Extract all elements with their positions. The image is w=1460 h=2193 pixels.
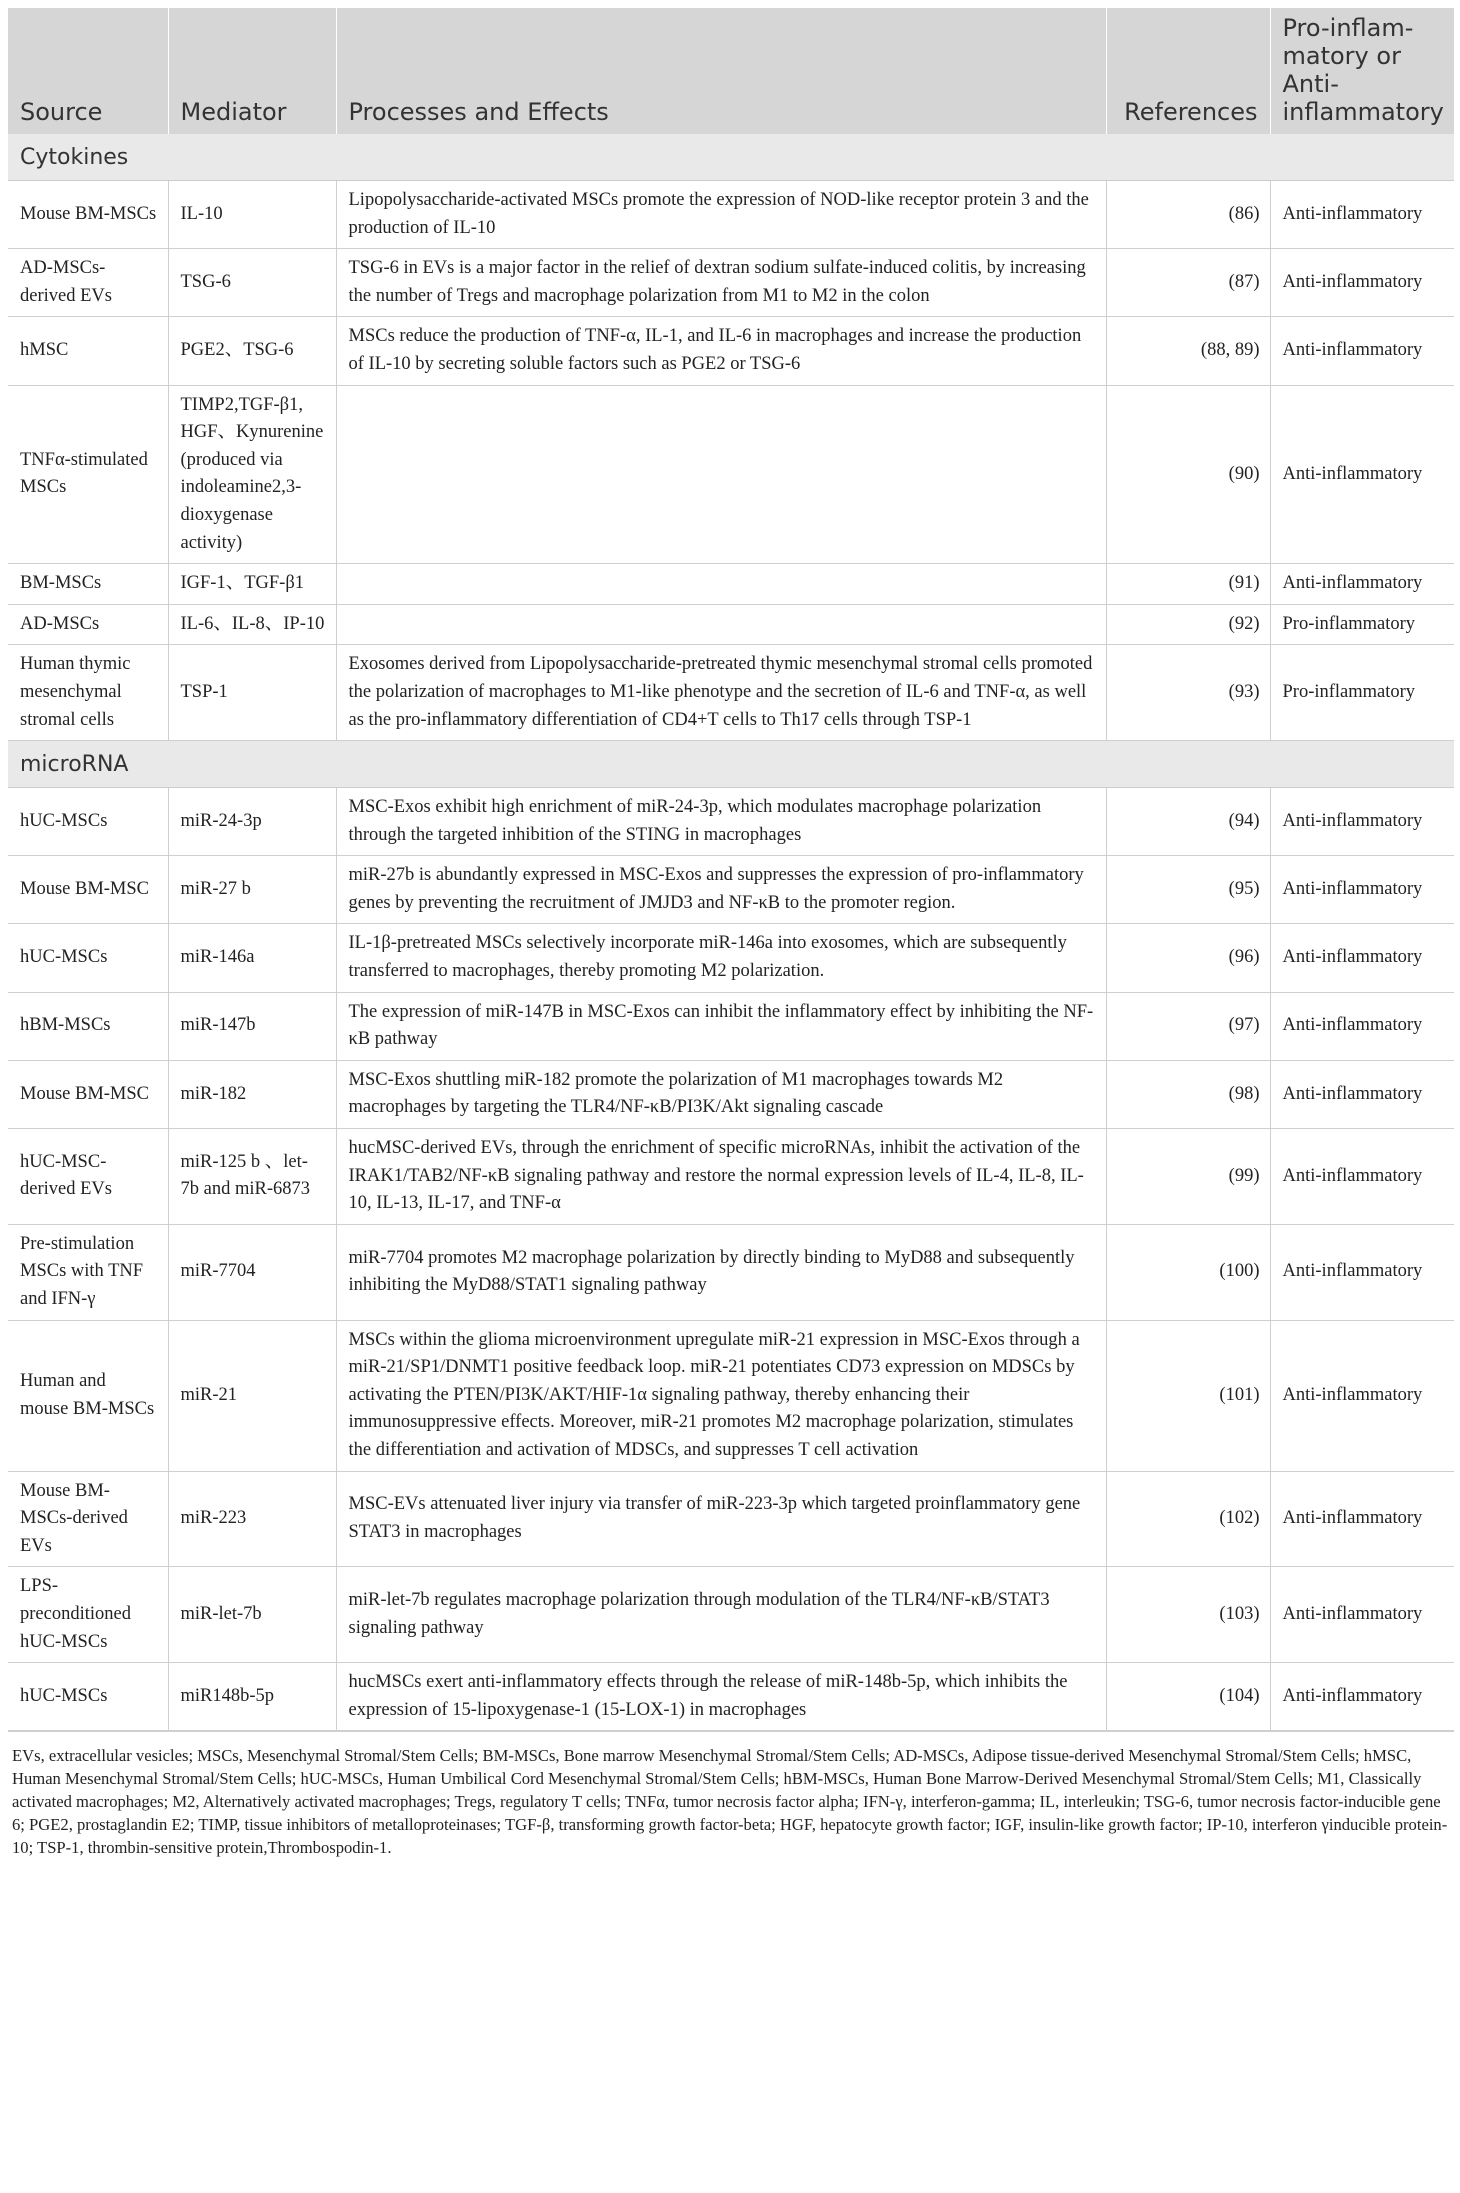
cell-type: Anti-inflammatory <box>1270 249 1454 317</box>
ref-open-paren: ( <box>1200 340 1208 361</box>
ref-open-paren: ( <box>1228 1015 1235 1036</box>
cell-type: Anti-inflammatory <box>1270 317 1454 385</box>
cell-effects: Lipopolysaccharide-activated MSCs promote the expression of NOD-like receptor protein 3 and the production of IL-10 <box>336 181 1106 249</box>
cell-type: Anti-inflammatory <box>1270 1224 1454 1320</box>
cell-reference <box>1106 317 1270 385</box>
cell-reference <box>1106 181 1270 249</box>
reference-link[interactable]: 100 <box>1225 1261 1254 1282</box>
cell-source: hUC-MSCs <box>8 1663 168 1731</box>
table-row <box>8 856 1454 924</box>
cell-reference <box>1106 564 1270 605</box>
cell-source: LPS-preconditioned hUC-MSCs <box>8 1567 168 1663</box>
table-container <box>8 8 1454 1859</box>
ref-close-paren: ) <box>1253 1015 1260 1036</box>
cell-mediator: PGE2、TSG-6 <box>168 317 336 385</box>
cell-mediator: miR148b-5p <box>168 1663 336 1731</box>
ref-close-paren: ) <box>1253 271 1260 292</box>
table-row <box>8 181 1454 249</box>
table-row <box>8 385 1454 564</box>
reference-link[interactable]: 86 <box>1234 203 1254 224</box>
ref-open-paren: ( <box>1219 1603 1226 1624</box>
cell-reference <box>1106 249 1270 317</box>
ref-close-paren: ) <box>1253 1685 1260 1706</box>
cell-type: Anti-inflammatory <box>1270 856 1454 924</box>
ref-open-paren: ( <box>1219 1384 1226 1405</box>
header-source: Source <box>8 8 168 134</box>
cell-effects: miR-27b is abundantly expressed in MSC-Exos and suppresses the expression of pro-inflammatory genes by preventing the recruitment of JMJD3 and NF-κB to the promoter region. <box>336 856 1106 924</box>
cell-type: Anti-inflammatory <box>1270 564 1454 605</box>
table-row <box>8 604 1454 645</box>
cell-effects <box>336 564 1106 605</box>
section-header-microrna <box>8 741 1454 788</box>
cell-source: hMSC <box>8 317 168 385</box>
header-references: References <box>1106 8 1270 134</box>
cell-source: TNFα-stimulated MSCs <box>8 385 168 564</box>
cell-mediator: miR-21 <box>168 1320 336 1471</box>
cell-source: Human and mouse BM-MSCs <box>8 1320 168 1471</box>
cell-reference <box>1106 1060 1270 1128</box>
table-footnote: EVs, extracellular vesicles; MSCs, Mesenchymal Stromal/Stem Cells; BM-MSCs, Bone marrow Mesenchymal Stromal/Stem Cells; AD-MSCs, Adipose tissue-derived Mesenchymal Stromal/Stem Cells; hMSC, Human Mesenchymal Stromal/Stem Cells; hUC-MSCs, Human Umbilical Cord Mesenchymal Stromal/Stem Cells; hBM-MSCs, Human Bone Marrow-Derived Mesenchymal Stromal/Stem Cells; M1, Classically activated macrophages; M2, Alternatively activated macrophages; Tregs, regulatory T cells; TNFα, tumor necrosis factor alpha; IFN-γ, interferon-gamma; IL, interleukin; TSG-6, tumor necrosis factor-inducible gene 6; PGE2, prostaglandin E2; TIMP, tissue inhibitors of metalloproteinases; TGF-β, transforming growth factor-beta; HGF, hepatocyte growth factor; IGF, insulin-like growth factor; IP-10, interferon γinducible protein-10; TSP-1, thrombin-sensitive protein,Thrombospodin-1. <box>8 1731 1454 1859</box>
cell-effects: miR-7704 promotes M2 macrophage polarization by directly binding to MyD88 and subsequently inhibiting the MyD88/STAT1 signaling pathway <box>336 1224 1106 1320</box>
ref-open-paren: ( <box>1228 613 1235 634</box>
cell-mediator: miR-146a <box>168 924 336 992</box>
cell-effects: MSCs within the glioma microenvironment upregulate miR-21 expression in MSC-Exos through a miR-21/SP1/DNMT1 positive feedback loop. miR-21 potentiates CD73 expression on MDSCs by activating the PTEN/PI3K/AKT/HIF-1α signaling pathway, thereby enhancing their immunosuppressive effects. Moreover, miR-21 promotes M2 macrophage polarization, stimulates the differentiation and activation of MDSCs, and suppresses T cell activation <box>336 1320 1106 1471</box>
cell-mediator: miR-7704 <box>168 1224 336 1320</box>
cell-type: Anti-inflammatory <box>1270 1129 1454 1225</box>
ref-open-paren: ( <box>1228 271 1235 292</box>
cell-reference <box>1106 1320 1270 1471</box>
cell-mediator: miR-182 <box>168 1060 336 1128</box>
reference-link[interactable]: 102 <box>1225 1508 1254 1529</box>
table-header <box>8 8 1454 134</box>
cell-source: Mouse BM-MSC <box>8 1060 168 1128</box>
table-row <box>8 1060 1454 1128</box>
cell-mediator: TSG-6 <box>168 249 336 317</box>
reference-link[interactable]: 95 <box>1234 879 1254 900</box>
cell-mediator: miR-27 b <box>168 856 336 924</box>
cell-type: Anti-inflammatory <box>1270 1320 1454 1471</box>
cell-reference <box>1106 1224 1270 1320</box>
cell-source: hUC-MSCs <box>8 924 168 992</box>
cell-source: hUC-MSC-derived EVs <box>8 1129 168 1225</box>
reference-link[interactable]: 103 <box>1225 1603 1254 1624</box>
ref-close-paren: ) <box>1253 573 1260 594</box>
header-type: Pro-inflam- matory or Anti- inflammatory <box>1270 8 1454 134</box>
ref-close-paren: ) <box>1253 613 1260 634</box>
table-body <box>8 134 1454 1731</box>
table-row <box>8 645 1454 741</box>
ref-close-paren: ) <box>1253 810 1260 831</box>
ref-close-paren: ) <box>1253 1165 1260 1186</box>
cell-effects: IL-1β-pretreated MSCs selectively incorporate miR-146a into exosomes, which are subsequently transferred to macrophages, thereby promoting M2 polarization. <box>336 924 1106 992</box>
cell-mediator: IL-6、IL-8、IP-10 <box>168 604 336 645</box>
cell-effects: miR-let-7b regulates macrophage polarization through modulation of the TLR4/NF-κB/STAT3 signaling pathway <box>336 1567 1106 1663</box>
ref-close-paren: ) <box>1253 947 1260 968</box>
ref-close-paren: ) <box>1253 681 1260 702</box>
ref-open-paren: ( <box>1228 681 1235 702</box>
cell-reference <box>1106 604 1270 645</box>
ref-open-paren: ( <box>1228 573 1235 594</box>
cell-mediator: miR-24-3p <box>168 788 336 856</box>
ref-open-paren: ( <box>1228 203 1235 224</box>
cell-mediator: miR-125 b 、let-7b and miR-6873 <box>168 1129 336 1225</box>
cell-mediator: IL-10 <box>168 181 336 249</box>
ref-open-paren: ( <box>1228 879 1235 900</box>
cell-type: Anti-inflammatory <box>1270 1567 1454 1663</box>
cell-reference <box>1106 1567 1270 1663</box>
ref-open-paren: ( <box>1219 1261 1226 1282</box>
cell-source: Mouse BM-MSCs <box>8 181 168 249</box>
cell-effects: The expression of miR-147B in MSC-Exos can inhibit the inflammatory effect by inhibiting the NF-κB pathway <box>336 992 1106 1060</box>
cell-reference <box>1106 645 1270 741</box>
cell-source: hUC-MSCs <box>8 788 168 856</box>
cell-type: Anti-inflammatory <box>1270 181 1454 249</box>
cell-source: Mouse BM-MSC <box>8 856 168 924</box>
cell-effects: MSC-Exos shuttling miR-182 promote the polarization of M1 macrophages towards M2 macrophages by targeting the TLR4/NF-κB/PI3K/Akt signaling cascade <box>336 1060 1106 1128</box>
table-row <box>8 1567 1454 1663</box>
cell-reference <box>1106 992 1270 1060</box>
ref-open-paren: ( <box>1219 1508 1226 1529</box>
ref-close-paren: ) <box>1253 340 1260 361</box>
reference-link[interactable]: 92 <box>1234 613 1254 634</box>
cell-type: Anti-inflammatory <box>1270 924 1454 992</box>
reference-link[interactable]: 98 <box>1234 1083 1254 1104</box>
cell-effects: hucMSC-derived EVs, through the enrichment of specific microRNAs, inhibit the activation of the IRAK1/TAB2/NF-κB signaling pathway and restore the normal expression levels of IL-4, IL-8, IL-10, IL-13, IL-17, and TNF-α <box>336 1129 1106 1225</box>
ref-close-paren: ) <box>1253 1384 1260 1405</box>
header-mediator: Mediator <box>168 8 336 134</box>
ref-close-paren: ) <box>1253 1603 1260 1624</box>
cell-mediator: miR-147b <box>168 992 336 1060</box>
ref-open-paren: ( <box>1228 1083 1235 1104</box>
cell-mediator: IGF-1、TGF-β1 <box>168 564 336 605</box>
ref-open-paren: ( <box>1228 810 1235 831</box>
table-row <box>8 249 1454 317</box>
cell-source: AD-MSCs <box>8 604 168 645</box>
data-table <box>8 8 1454 1731</box>
reference-link[interactable]: 97 <box>1234 1015 1254 1036</box>
cell-reference <box>1106 924 1270 992</box>
cell-reference <box>1106 856 1270 924</box>
reference-link[interactable]: 90 <box>1234 463 1254 484</box>
ref-close-paren: ) <box>1253 203 1260 224</box>
table-row <box>8 1129 1454 1225</box>
ref-open-paren: ( <box>1228 947 1235 968</box>
ref-close-paren: ) <box>1253 879 1260 900</box>
reference-link[interactable]: 91 <box>1234 573 1254 594</box>
reference-link[interactable]: 93 <box>1234 681 1254 702</box>
table-row <box>8 924 1454 992</box>
cell-mediator: miR-let-7b <box>168 1567 336 1663</box>
cell-effects <box>336 385 1106 564</box>
ref-open-paren: ( <box>1228 1165 1235 1186</box>
cell-type: Anti-inflammatory <box>1270 788 1454 856</box>
header-processes: Processes and Effects <box>336 8 1106 134</box>
ref-close-paren: ) <box>1253 1261 1260 1282</box>
cell-type: Pro-inflammatory <box>1270 604 1454 645</box>
reference-link[interactable]: 99 <box>1234 1165 1254 1186</box>
cell-effects: MSC-EVs attenuated liver injury via transfer of miR-223-3p which targeted proinflammatory gene STAT3 in macrophages <box>336 1471 1106 1567</box>
cell-effects: MSCs reduce the production of TNF-α, IL-1, and IL-6 in macrophages and increase the production of IL-10 by secreting soluble factors such as PGE2 or TSG-6 <box>336 317 1106 385</box>
reference-link[interactable]: 94 <box>1234 810 1254 831</box>
cell-source: Pre-stimulation MSCs with TNF and IFN-γ <box>8 1224 168 1320</box>
cell-source: Human thymic mesenchymal stromal cells <box>8 645 168 741</box>
cell-source: BM-MSCs <box>8 564 168 605</box>
reference-link[interactable]: 87 <box>1234 271 1254 292</box>
cell-effects: Exosomes derived from Lipopolysaccharide-pretreated thymic mesenchymal stromal cells promoted the polarization of macrophages to M1-like phenotype and the secretion of IL-6 and TNF-α, as well as the pro-inflammatory differentiation of CD4+T cells to Th17 cells through TSP-1 <box>336 645 1106 741</box>
cell-mediator: TSP-1 <box>168 645 336 741</box>
table-row <box>8 564 1454 605</box>
ref-open-paren: ( <box>1228 463 1235 484</box>
reference-link[interactable]: 101 <box>1225 1384 1254 1405</box>
cell-reference <box>1106 1129 1270 1225</box>
table-row <box>8 992 1454 1060</box>
cell-type: Anti-inflammatory <box>1270 1060 1454 1128</box>
cell-type: Anti-inflammatory <box>1270 385 1454 564</box>
reference-link[interactable]: 96 <box>1234 947 1254 968</box>
cell-source: AD-MSCs-derived EVs <box>8 249 168 317</box>
table-row <box>8 1320 1454 1471</box>
section-header-cytokines <box>8 134 1454 181</box>
cell-effects <box>336 604 1106 645</box>
reference-link[interactable]: 88, 89 <box>1207 340 1254 361</box>
table-row <box>8 1663 1454 1731</box>
cell-type: Anti-inflammatory <box>1270 1663 1454 1731</box>
ref-close-paren: ) <box>1253 463 1260 484</box>
cell-reference <box>1106 385 1270 564</box>
cell-reference <box>1106 1663 1270 1731</box>
reference-link[interactable]: 104 <box>1225 1685 1254 1706</box>
cell-effects: hucMSCs exert anti-inflammatory effects through the release of miR-148b-5p, which inhibits the expression of 15-lipoxygenase-1 (15-LOX-1) in macrophages <box>336 1663 1106 1731</box>
table-row <box>8 1471 1454 1567</box>
table-row <box>8 1224 1454 1320</box>
ref-close-paren: ) <box>1253 1508 1260 1529</box>
cell-effects: TSG-6 in EVs is a major factor in the relief of dextran sodium sulfate-induced colitis, by increasing the number of Tregs and macrophage polarization from M1 to M2 in the colon <box>336 249 1106 317</box>
cell-reference <box>1106 788 1270 856</box>
cell-source: Mouse BM-MSCs-derived EVs <box>8 1471 168 1567</box>
table-row <box>8 788 1454 856</box>
table-row <box>8 317 1454 385</box>
cell-reference <box>1106 1471 1270 1567</box>
ref-open-paren: ( <box>1219 1685 1226 1706</box>
cell-mediator: miR-223 <box>168 1471 336 1567</box>
cell-type: Anti-inflammatory <box>1270 992 1454 1060</box>
cell-source: hBM-MSCs <box>8 992 168 1060</box>
ref-close-paren: ) <box>1253 1083 1260 1104</box>
section-title: Cytokines <box>8 134 1454 181</box>
cell-type: Pro-inflammatory <box>1270 645 1454 741</box>
cell-effects: MSC-Exos exhibit high enrichment of miR-24-3p, which modulates macrophage polarization through the targeted inhibition of the STING in macrophages <box>336 788 1106 856</box>
section-title: microRNA <box>8 741 1454 788</box>
cell-type: Anti-inflammatory <box>1270 1471 1454 1567</box>
cell-mediator: TIMP2,TGF-β1, HGF、Kynurenine (produced via indoleamine2,3-dioxygenase activity) <box>168 385 336 564</box>
